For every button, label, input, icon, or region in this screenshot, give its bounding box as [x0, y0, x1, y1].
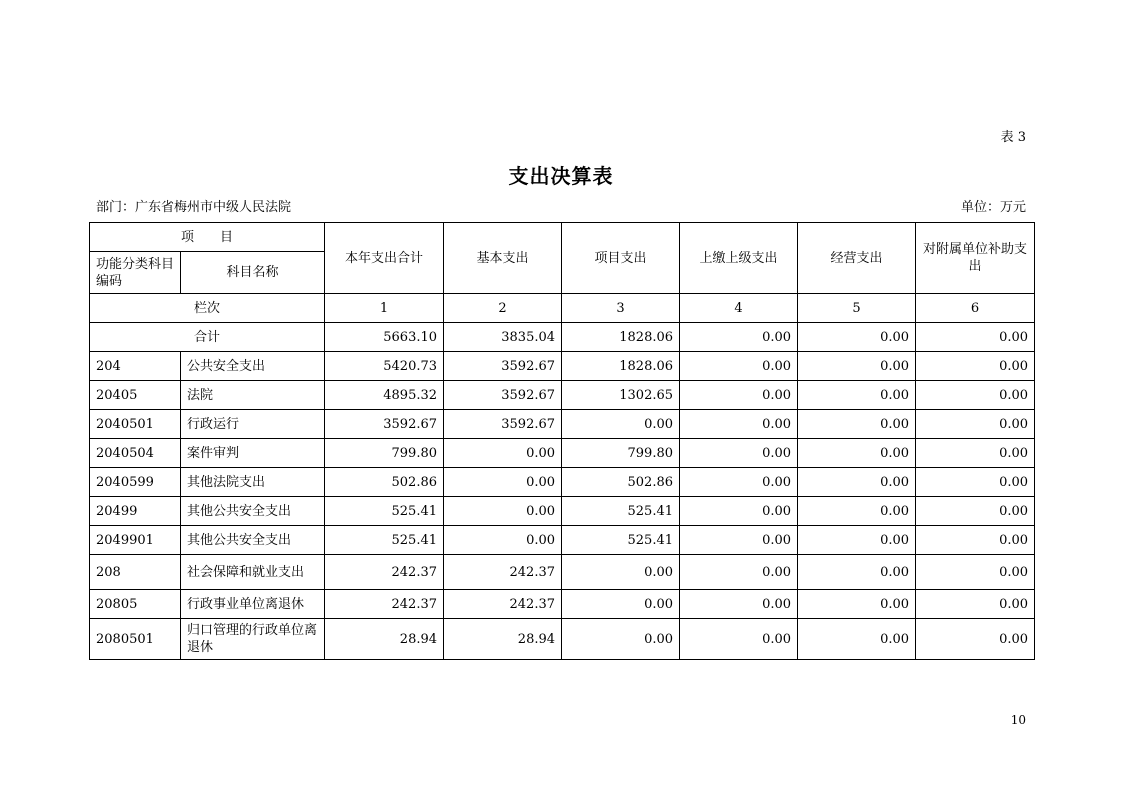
department-label: 部门：广东省梅州市中级人民法院 — [96, 200, 292, 215]
header-business: 经营支出 — [798, 223, 916, 294]
row-value: 0.00 — [680, 468, 798, 497]
row-name: 其他法院支出 — [181, 468, 325, 497]
row-value: 0.00 — [916, 619, 1035, 660]
row-value: 0.00 — [916, 497, 1035, 526]
page-number: 10 — [1010, 713, 1026, 727]
header-upward: 上缴上级支出 — [680, 223, 798, 294]
row-value: 3592.67 — [325, 410, 444, 439]
row-value: 0.00 — [798, 590, 916, 619]
row-value: 28.94 — [444, 619, 562, 660]
row-value: 0.00 — [916, 352, 1035, 381]
row-value: 0.00 — [798, 439, 916, 468]
header-item: 项 目 — [90, 223, 325, 252]
row-value: 0.00 — [680, 381, 798, 410]
row-value: 502.86 — [562, 468, 680, 497]
row-value: 525.41 — [325, 497, 444, 526]
row-name: 社会保障和就业支出 — [181, 555, 325, 590]
row-value: 242.37 — [444, 555, 562, 590]
total-value: 0.00 — [680, 323, 798, 352]
column-number: 5 — [798, 294, 916, 323]
row-value: 28.94 — [325, 619, 444, 660]
header-row-1 — [90, 223, 1035, 252]
table-row — [90, 439, 1035, 468]
column-number: 6 — [916, 294, 1035, 323]
row-value: 0.00 — [562, 555, 680, 590]
header-func-code: 功能分类科目编码 — [90, 252, 181, 294]
total-label: 合计 — [90, 323, 325, 352]
row-value: 0.00 — [680, 352, 798, 381]
row-value: 5420.73 — [325, 352, 444, 381]
row-code: 2049901 — [90, 526, 181, 555]
row-value: 0.00 — [798, 526, 916, 555]
table-row — [90, 352, 1035, 381]
row-value: 0.00 — [916, 526, 1035, 555]
table-number-label: 表 3 — [1000, 130, 1026, 145]
row-value: 0.00 — [444, 526, 562, 555]
row-value: 502.86 — [325, 468, 444, 497]
total-value: 0.00 — [798, 323, 916, 352]
total-row — [90, 323, 1035, 352]
row-value: 525.41 — [562, 497, 680, 526]
row-value: 0.00 — [562, 410, 680, 439]
row-name: 其他公共安全支出 — [181, 526, 325, 555]
row-name: 归口管理的行政单位离退休 — [181, 619, 325, 660]
row-value: 0.00 — [444, 439, 562, 468]
expenditure-table — [89, 222, 1035, 660]
row-value: 3592.67 — [444, 381, 562, 410]
row-value: 0.00 — [916, 555, 1035, 590]
header-subsidy: 对附属单位补助支出 — [916, 223, 1035, 294]
row-value: 0.00 — [680, 526, 798, 555]
header-basic: 基本支出 — [444, 223, 562, 294]
page-title: 支出决算表 — [508, 164, 614, 188]
table-row — [90, 590, 1035, 619]
row-name: 行政事业单位离退休 — [181, 590, 325, 619]
total-value: 3835.04 — [444, 323, 562, 352]
row-value: 0.00 — [562, 590, 680, 619]
row-value: 0.00 — [444, 468, 562, 497]
row-value: 0.00 — [798, 410, 916, 439]
row-code: 20805 — [90, 590, 181, 619]
row-value: 0.00 — [798, 352, 916, 381]
row-value: 242.37 — [444, 590, 562, 619]
row-value: 0.00 — [916, 410, 1035, 439]
row-name: 法院 — [181, 381, 325, 410]
row-value: 1828.06 — [562, 352, 680, 381]
row-code: 20405 — [90, 381, 181, 410]
header-subject-name: 科目名称 — [181, 252, 325, 294]
row-value: 0.00 — [680, 590, 798, 619]
row-value: 0.00 — [798, 619, 916, 660]
row-code: 20499 — [90, 497, 181, 526]
row-value: 525.41 — [562, 526, 680, 555]
table-row — [90, 497, 1035, 526]
total-value: 5663.10 — [325, 323, 444, 352]
table-row — [90, 619, 1035, 660]
column-number-row — [90, 294, 1035, 323]
row-value: 3592.67 — [444, 410, 562, 439]
header-project: 项目支出 — [562, 223, 680, 294]
table-row — [90, 468, 1035, 497]
row-value: 0.00 — [798, 497, 916, 526]
row-name: 公共安全支出 — [181, 352, 325, 381]
row-value: 0.00 — [680, 619, 798, 660]
row-value: 242.37 — [325, 555, 444, 590]
column-number: 1 — [325, 294, 444, 323]
unit-label: 单位：万元 — [960, 200, 1026, 215]
row-code: 2040599 — [90, 468, 181, 497]
row-value: 0.00 — [916, 468, 1035, 497]
row-name: 其他公共安全支出 — [181, 497, 325, 526]
row-name: 行政运行 — [181, 410, 325, 439]
column-number-label: 栏次 — [90, 294, 325, 323]
row-value: 0.00 — [798, 381, 916, 410]
row-value: 0.00 — [916, 590, 1035, 619]
table-row — [90, 555, 1035, 590]
row-value: 799.80 — [325, 439, 444, 468]
row-value: 0.00 — [916, 381, 1035, 410]
row-value: 3592.67 — [444, 352, 562, 381]
row-code: 2080501 — [90, 619, 181, 660]
column-number: 3 — [562, 294, 680, 323]
table-row — [90, 381, 1035, 410]
row-value: 242.37 — [325, 590, 444, 619]
header-total: 本年支出合计 — [325, 223, 444, 294]
total-value: 1828.06 — [562, 323, 680, 352]
row-value: 799.80 — [562, 439, 680, 468]
row-value: 0.00 — [916, 439, 1035, 468]
table-row — [90, 526, 1035, 555]
row-value: 4895.32 — [325, 381, 444, 410]
row-value: 0.00 — [798, 555, 916, 590]
row-value: 1302.65 — [562, 381, 680, 410]
row-name: 案件审判 — [181, 439, 325, 468]
row-value: 0.00 — [680, 555, 798, 590]
row-value: 525.41 — [325, 526, 444, 555]
column-number: 4 — [680, 294, 798, 323]
row-code: 204 — [90, 352, 181, 381]
row-value: 0.00 — [680, 439, 798, 468]
row-code: 208 — [90, 555, 181, 590]
row-value: 0.00 — [798, 468, 916, 497]
column-number: 2 — [444, 294, 562, 323]
row-code: 2040504 — [90, 439, 181, 468]
table-row — [90, 410, 1035, 439]
row-value: 0.00 — [562, 619, 680, 660]
row-value: 0.00 — [680, 497, 798, 526]
row-value: 0.00 — [444, 497, 562, 526]
row-code: 2040501 — [90, 410, 181, 439]
row-value: 0.00 — [680, 410, 798, 439]
total-value: 0.00 — [916, 323, 1035, 352]
